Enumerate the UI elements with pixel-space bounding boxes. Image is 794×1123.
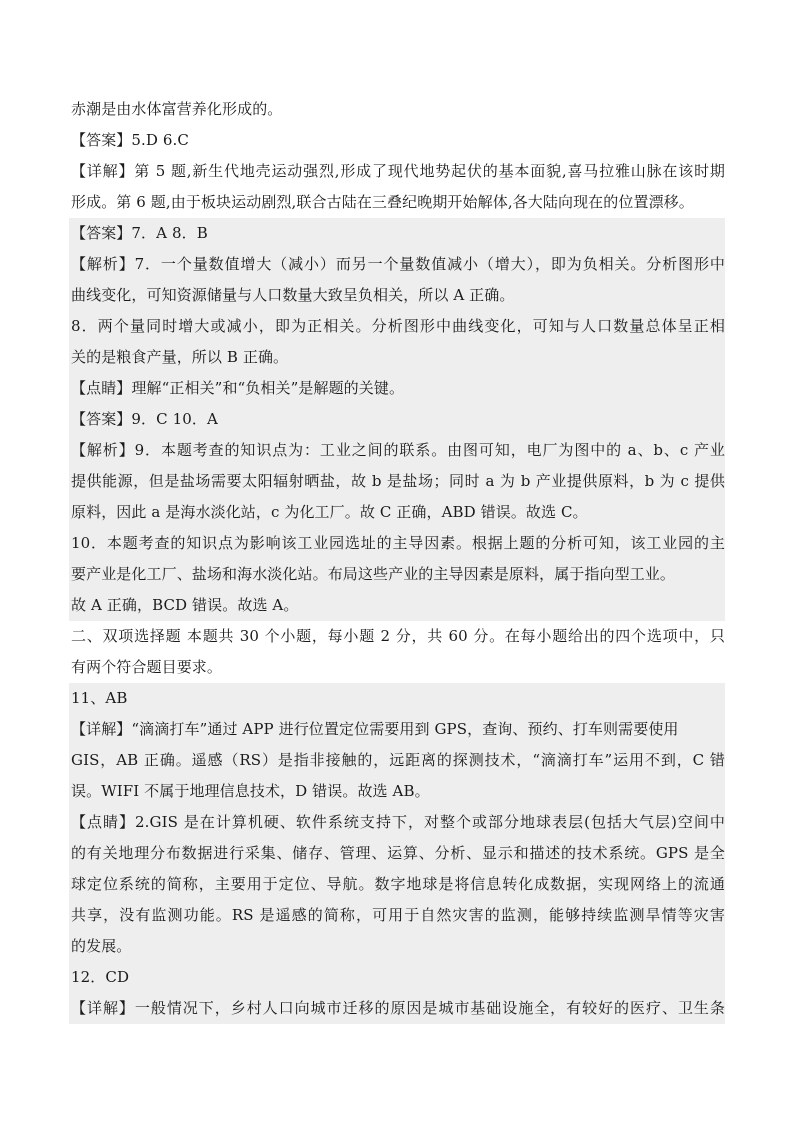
text-line: 11、AB	[69, 683, 725, 714]
text-line: 【答案】7．A 8．B	[69, 218, 725, 249]
text-line: 提供能源，但是盐场需要太阳辐射晒盐，故 b 是盐场；同时 a 为 b 产业提供原料，b 为 c 提供	[69, 466, 725, 497]
text-line: 12．CD	[69, 962, 725, 993]
text-line: 关的是粮食产量，所以 B 正确。	[69, 342, 725, 373]
document-page	[69, 94, 725, 1024]
text-line: 曲线变化，可知资源储量与人口数量大致呈负相关，所以 A 正确。	[69, 280, 725, 311]
text-line: 赤潮是由水体富营养化形成的。	[71, 100, 283, 118]
text-line: 【答案】9．C 10．A	[69, 404, 725, 435]
text-line: GIS，AB 正确。遥感（RS）是指非接触的，远距离的探测技术，“滴滴打车”运用不到，C 错	[69, 745, 725, 776]
text-line: 球定位系统的简称，主要用于定位、导航。数字地球是将信息转化成数据，实现网络上的流通	[69, 869, 725, 900]
text-line: 【解析】9．本题考查的知识点为：工业之间的联系。由图可知，电厂为图中的 a、b、c 产业	[69, 435, 725, 466]
text-line: 8．两个量同时增大或减小，即为正相关。分析图形中曲线变化，可知与人口数量总体呈正相	[69, 311, 725, 342]
text-line: 【详解】“滴滴打车”通过 APP 进行位置定位需要用到 GPS，查询、预约、打车则需要使用	[69, 714, 725, 745]
text-line: 共享，没有监测功能。RS 是遥感的简称，可用于自然灾害的监测，能够持续监测旱情等灾害	[69, 900, 725, 931]
text-line: 的发展。	[69, 931, 725, 962]
text-line: 【详解】第 5 题,新生代地壳运动强烈,形成了现代地势起伏的基本面貌,喜马拉雅山脉在该时期	[71, 162, 725, 180]
text-line: 二、双项选择题 本题共 30 个小题，每小题 2 分，共 60 分。在每小题给出的四个选项中，只	[71, 627, 725, 645]
text-line: 要产业是化工厂、盐场和海水淡化站。布局这些产业的主导因素是原料，属于指向型工业。	[69, 559, 725, 590]
text-line: 形成。第 6 题,由于板块运动剧烈,联合古陆在三叠纪晚期开始解体,各大陆向现在的位置漂移。	[71, 193, 694, 211]
text-line: 的有关地理分布数据进行采集、储存、管理、运算、分析、显示和描述的技术系统。GPS 是全	[69, 838, 725, 869]
text-line: 有两个符合题目要求。	[71, 658, 223, 676]
text-line: 【解析】7．一个量数值增大（减小）而另一个量数值减小（增大），即为负相关。分析图形中	[69, 249, 725, 280]
text-line: 原料，因此 a 是海水淡化站，c 为化工厂。故 C 正确，ABD 错误。故选 C。	[69, 497, 725, 528]
text-line: 故 A 正确，BCD 错误。故选 A。	[69, 590, 725, 621]
text-line: 【点睛】理解“正相关”和“负相关”是解题的关键。	[69, 373, 725, 404]
text-line: 【详解】一般情况下，乡村人口向城市迁移的原因是城市基础设施全，有较好的医疗、卫生条	[69, 993, 725, 1024]
text-line: 10．本题考查的知识点为影响该工业园选址的主导因素。根据上题的分析可知，该工业园的主	[69, 528, 725, 559]
text-line: 误。WIFI 不属于地理信息技术，D 错误。故选 AB。	[69, 776, 725, 807]
text-line: 【答案】5.D 6.C	[71, 131, 189, 149]
text-line: 【点睛】2.GIS 是在计算机硬、软件系统支持下，对整个或部分地球表层(包括大气层)空间中	[69, 807, 725, 838]
